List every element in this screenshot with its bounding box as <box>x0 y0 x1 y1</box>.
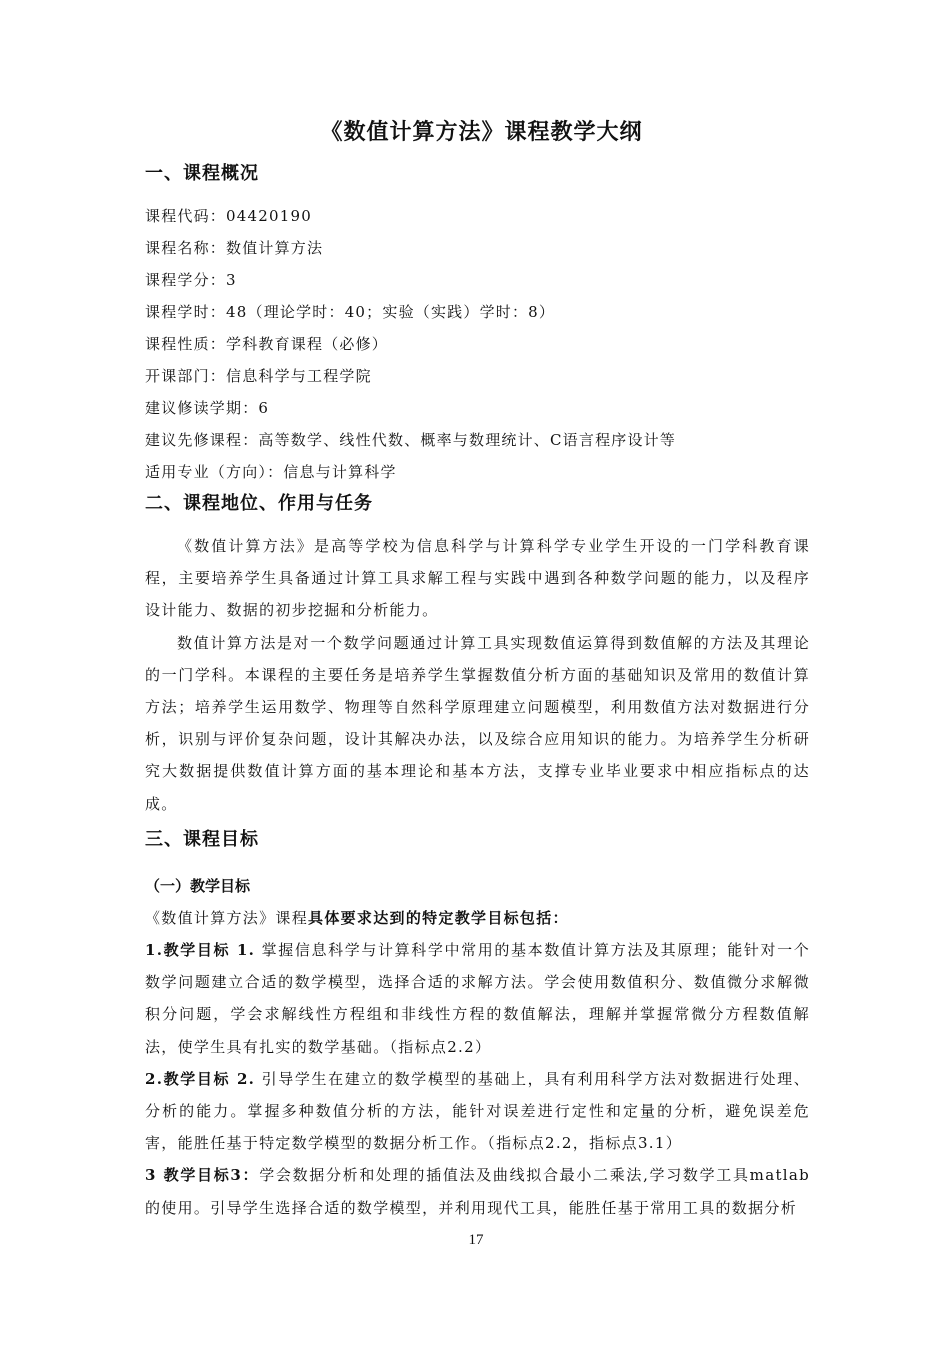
section-2-heading: 二、课程地位、作用与任务 <box>145 493 373 514</box>
paragraph: 《数值计算方法》是高等学校为信息科学与计算科学专业学生开设的一门学科教育课程，主要培养学生具备通过计算工具求解工程与实践中遇到各种数学问题的能力，以及程序设计能力、数据的初步挖掘和分析能力。 <box>145 537 810 620</box>
objective-text: 掌握信息科学与计算科学中常用的基本数值计算方法及其原理；能针对一个数学问题建立合适的数学模型，选择合适的求解方法。学会使用数值积分、数值微分求解微积分问题，学会求解线性方程组和非线性方程的数值解法，理解并掌握常微分方程数值解法，使学生具有扎实的数学基础。（指标点2.2） <box>145 941 811 1056</box>
objective-text: 学会数据分析和处理的插值法及曲线拟合最小二乘法,学习数学工具matlab的使用。引导学生选择合适的数学模型，并利用现代工具，能胜任基于常用工具的数据分析 <box>145 1166 811 1217</box>
course-info-item: 开课部门：信息科学与工程学院 <box>145 367 372 385</box>
course-info-list <box>145 200 810 488</box>
section-3-heading: 三、课程目标 <box>145 828 259 850</box>
course-info-item: 建议修读学期：6 <box>145 399 270 417</box>
page-content <box>145 114 810 1224</box>
section-1-heading: 一、课程概况 <box>145 163 259 184</box>
document-title: 《数值计算方法》课程教学大纲 <box>320 119 643 145</box>
objectives-intro-prefix: 《数值计算方法》课程 <box>145 908 309 927</box>
objective-text: 引导学生在建立的数学模型的基础上，具有利用科学方法对数据进行处理、分析的能力。掌握多种数值分析的方法，能针对误差进行定性和定量的分析，避免误差危害，能胜任基于特定数学模型的数据分析工作。（指标点2.2，指标点3.1） <box>145 1069 811 1153</box>
objective-item <box>145 1063 810 1160</box>
course-info-item: 课程性质：学科教育课程（必修） <box>145 335 389 353</box>
section-2-body <box>145 530 810 820</box>
course-info-item: 课程代码：04420190 <box>145 207 312 225</box>
course-info-item: 适用专业（方向）：信息与计算科学 <box>145 463 397 481</box>
objectives-intro-bold: 具体要求达到的特定教学目标包括： <box>308 908 569 927</box>
objective-label: 3 教学目标3： <box>145 1166 260 1185</box>
teaching-objectives-subheading: （一）教学目标 <box>145 876 251 895</box>
objective-item <box>145 1159 810 1223</box>
objective-label: 2.教学目标 2. <box>145 1069 256 1088</box>
page-number: 17 <box>468 1232 484 1248</box>
course-info-item: 课程学分：3 <box>145 271 237 289</box>
paragraph: 数值计算方法是对一个数学问题通过计算工具实现数值运算得到数值解的方法及其理论的一门学科。本课程的主要任务是培养学生掌握数值分析方面的基础知识及常用的数值计算方法；培养学生运用数学、物理等自然科学原理建立问题模型，利用数值方法对数据进行分析，识别与评价复杂问题，设计其解决办法，以及综合应用知识的能力。为培养学生分析研究大数据提供数值计算方面的基本理论和基本方法，支撑专业毕业要求中相应指标点的达成。 <box>145 633 810 813</box>
objective-label: 1.教学目标 1. <box>145 941 256 960</box>
objectives-intro <box>145 902 810 934</box>
objective-item <box>145 934 810 1063</box>
course-info-item: 建议先修课程：高等数学、线性代数、概率与数理统计、C语言程序设计等 <box>145 431 677 449</box>
course-info-item: 课程学时：48（理论学时：40；实验（实践）学时：8） <box>145 303 556 321</box>
course-info-item: 课程名称：数值计算方法 <box>145 239 324 257</box>
